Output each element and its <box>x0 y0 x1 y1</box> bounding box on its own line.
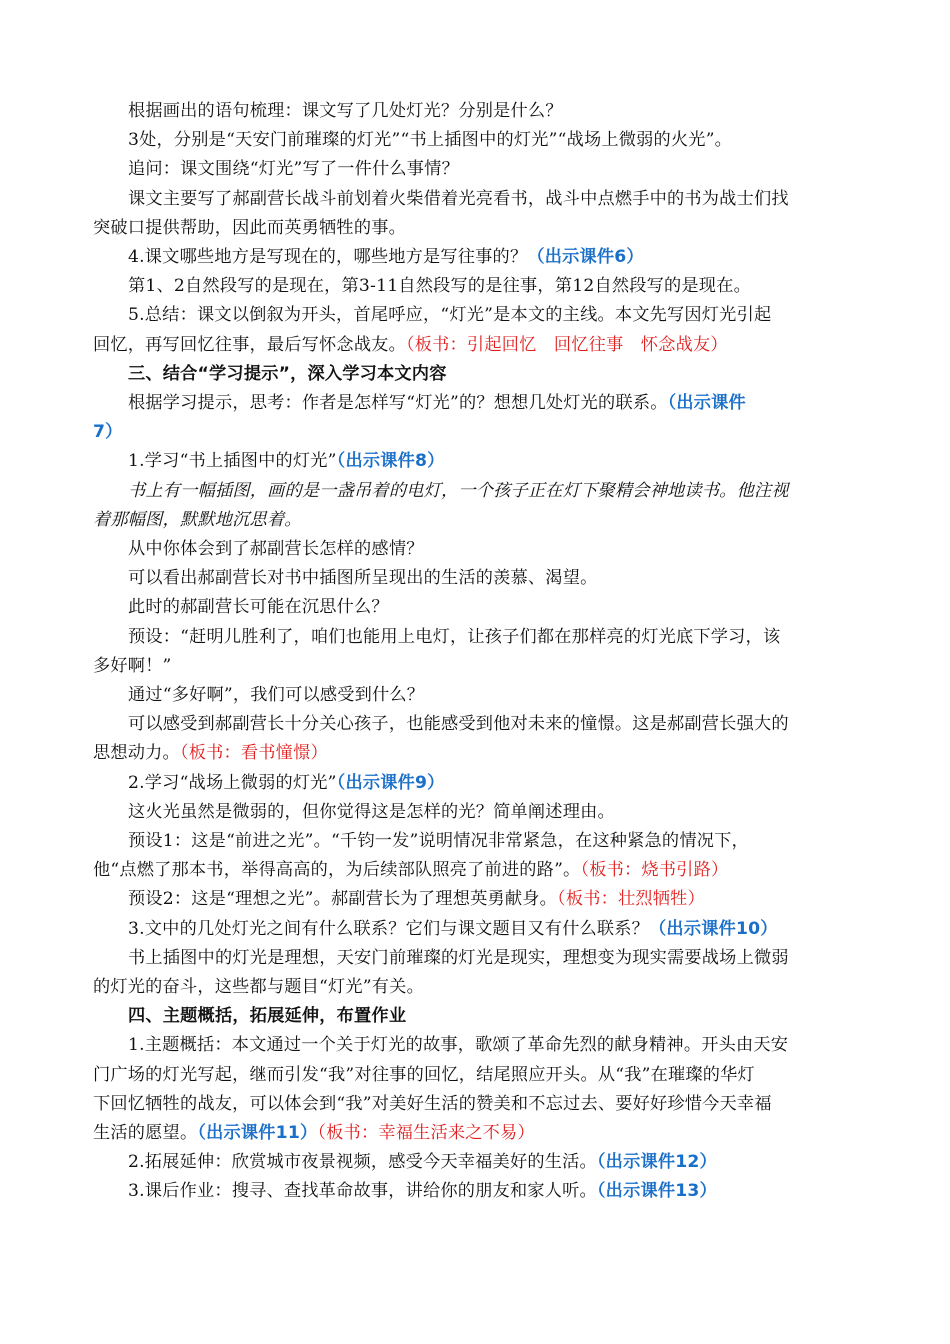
line-text: 可以感受到郝副营长十分关心孩子，也能感受到他对未来的憧憬。这是郝副营长强大的 <box>128 714 789 735</box>
courseware-note: （出示课件13） <box>596 1181 717 1202</box>
section-heading: 四、主题概括，拓展延伸，布置作业 <box>128 1006 407 1027</box>
line-text: 4.课文哪些地方是写现在的，哪些地方是写往事的？ <box>128 247 528 267</box>
line-text: 回忆，再写回忆往事，最后写怀念战友。 <box>93 334 406 355</box>
line-text: 预设2：这是“理想之光”。郝副营长为了理想英勇献身。 <box>128 889 558 910</box>
text-line <box>0 947 950 969</box>
line-text: 此时的郝副营长可能在沉思什么？ <box>128 597 389 618</box>
text-line <box>0 1180 950 1202</box>
text-line <box>0 1064 950 1086</box>
line-text: 生活的愿望。 <box>93 1123 198 1143</box>
text-line <box>0 450 950 472</box>
text-line <box>0 246 950 268</box>
line-text: 突破口提供帮助，因此而英勇牺牲的事。 <box>93 217 406 238</box>
blackboard-note: （板书：壮烈牺牲） <box>557 889 705 910</box>
text-line <box>0 392 950 414</box>
text-line <box>0 275 950 297</box>
text-line <box>0 129 950 151</box>
text-line <box>0 304 950 326</box>
line-text: 下回忆牺牲的战友，可以体会到“我”对美好生活的赞美和不忘过去、要好好珍惜今天幸福 <box>93 1093 772 1114</box>
text-line <box>0 830 950 852</box>
text-line <box>0 713 950 735</box>
text-line <box>0 684 950 706</box>
text-line <box>0 655 950 677</box>
text-line <box>0 1151 950 1173</box>
text-line <box>0 421 950 443</box>
line-text: 思想动力。 <box>93 743 180 764</box>
courseware-note: （出示课件8） <box>336 451 445 472</box>
line-text: 从中你体会到了郝副营长怎样的感情？ <box>128 539 424 559</box>
text-line <box>0 158 950 180</box>
text-line <box>0 363 950 385</box>
line-text: 这火光虽然是微弱的，但你觉得这是怎样的光？简单阐述理由。 <box>128 801 615 822</box>
line-text: 3.文中的几处灯光之间有什么联系？它们与课文题目又有什么联系？ <box>128 918 650 939</box>
text-line <box>0 100 950 122</box>
text-line <box>0 801 950 823</box>
line-text: 3处，分别是“天安门前璀璨的灯光”“书上插图中的灯光”“战场上微弱的火光”。 <box>128 130 733 151</box>
text-line <box>0 1093 950 1115</box>
line-text: 3.课后作业：搜寻、查找革命故事，讲给你的朋友和家人听。 <box>128 1181 597 1202</box>
line-text: 他“点燃了那本书，举得高高的，为后续部队照亮了前进的路”。 <box>93 860 581 881</box>
courseware-note: （出示课件12） <box>596 1152 717 1173</box>
text-line <box>0 976 950 998</box>
line-text: 5.总结：课文以倒叙为开头，首尾呼应，“灯光”是本文的主线。本文先写因灯光引起 <box>128 305 772 326</box>
line-text: 通过“多好啊”，我们可以感受到什么？ <box>128 685 425 705</box>
text-line <box>0 1034 950 1056</box>
courseware-note: （出示课件10） <box>649 918 778 939</box>
text-line <box>0 918 950 940</box>
text-line <box>0 772 950 794</box>
quoted-text: 着那幅图，默默地沉思着。 <box>93 509 302 530</box>
line-text: 预设：“赶明儿胜利了，咱们也能用上电灯，让孩子们都在那样亮的灯光底下学习，该 <box>128 626 781 647</box>
line-text: 的灯光的奋斗，这些都与题目“灯光”有关。 <box>93 977 424 997</box>
section-heading: 三、结合“学习提示”，深入学习本文内容 <box>128 363 447 384</box>
line-text: 多好啊！” <box>93 655 172 676</box>
text-line <box>0 859 950 881</box>
line-text: 根据画出的语句梳理：课文写了几处灯光？分别是什么？ <box>128 101 563 121</box>
blackboard-note: （板书：幸福生活来之不易） <box>317 1123 535 1143</box>
text-line <box>0 567 950 589</box>
courseware-note: （出示课件6） <box>527 247 644 267</box>
text-line <box>0 538 950 560</box>
text-line <box>0 334 950 356</box>
courseware-note: （出示课件 <box>667 393 746 413</box>
line-text: 预设1：这是“前进之光”。“千钧一发”说明情况非常紧急，在这种紧急的情况下， <box>128 831 749 851</box>
line-text: 2.拓展延伸：欣赏城市夜景视频，感受今天幸福美好的生活。 <box>128 1152 597 1173</box>
line-text: 追问：课文围绕“灯光”写了一件什么事情？ <box>128 159 459 180</box>
text-line <box>0 626 950 648</box>
line-text: 根据学习提示，思考：作者是怎样写“灯光”的？想想几处灯光的联系。 <box>128 393 668 413</box>
line-text: 书上插图中的灯光是理想，天安门前璀璨的灯光是现实，理想变为现实需要战场上微弱 <box>128 947 789 968</box>
line-text: 门广场的灯光写起，继而引发“我”对往事的回忆，结尾照应开头。从“我”在璀璨的华灯 <box>93 1064 755 1085</box>
text-line <box>0 217 950 239</box>
line-text: 2.学习“战场上微弱的灯光” <box>128 772 337 793</box>
text-line <box>0 742 950 764</box>
text-line <box>0 1122 950 1144</box>
courseware-note: （出示课件9） <box>336 772 445 793</box>
line-text: 课文主要写了郝副营长战斗前划着火柴借着光亮看书，战斗中点燃手中的书为战士们找 <box>128 188 789 209</box>
line-text: 可以看出郝副营长对书中插图所呈现出的生活的羡慕、渴望。 <box>128 568 598 589</box>
courseware-note: 7） <box>93 422 123 443</box>
text-line <box>0 1005 950 1027</box>
quoted-text: 书上有一幅插图，画的是一盏吊着的电灯，一个孩子正在灯下聚精会神地读书。他注视 <box>128 480 789 501</box>
text-line <box>0 888 950 910</box>
text-line <box>0 188 950 210</box>
line-text: 1.主题概括：本文通过一个关于灯光的故事，歌颂了革命先烈的献身精神。开头由天安 <box>128 1035 789 1056</box>
blackboard-note: （板书：看书憧憬） <box>179 743 328 764</box>
line-text: 1.学习“书上插图中的灯光” <box>128 451 337 472</box>
text-line <box>0 480 950 502</box>
text-line <box>0 596 950 618</box>
blackboard-note: （板书：引起回忆 回忆往事 怀念战友） <box>405 334 728 355</box>
blackboard-note: （板书：烧书引路） <box>580 860 729 881</box>
courseware-note: （出示课件11） <box>197 1123 318 1143</box>
line-text: 第1、2自然段写的是现在，第3-11自然段写的是往事，第12自然段写的是现在。 <box>128 276 751 297</box>
text-line <box>0 509 950 531</box>
